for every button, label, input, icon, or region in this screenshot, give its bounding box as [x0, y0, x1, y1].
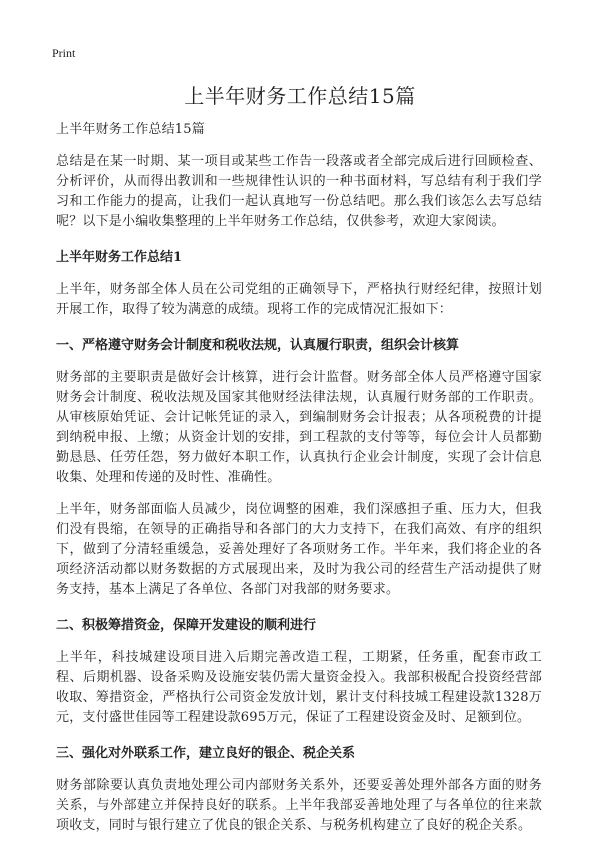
paragraph-1b: 上半年，财务部面临人员减少，岗位调整的困难，我们深感担子重、压力大，但我们没有畏缩，在领导的正确指导和各部门的大力支持下，在我们高效、有序的组织下，做到了分清轻重缓急，妥善处理好了各项财务工作。半年来，我们将企业的各项经济活动都以财务数据的方式展现出来，及时为我公司的经营生产活动提供了财务支持，基本上满足了各单位、各部门对我部的财务要求。 — [56, 502, 542, 597]
document-subtitle: 上半年财务工作总结15篇 — [56, 122, 205, 137]
document-body — [56, 120, 542, 848]
page-title: 上半年财务工作总结15篇 — [184, 84, 416, 108]
heading-3: 三、强化对外联系工作，建立良好的银企、税企关系 — [56, 746, 356, 761]
print-link[interactable]: Print — [52, 46, 76, 60]
heading-2: 二、积极筹措资金，保障开发建设的顺利进行 — [56, 618, 317, 633]
paragraph-1a: 财务部的主要职责是做好会计核算，进行会计监督。财务部全体人员严格遵守国家财务会计制度、税收法规及国家其他财经法律法规，认真履行财务部的工作职责。从审核原始凭证、会计记帐凭证的录入，到编制财务会计报表；从各项税费的计提到纳税申报、上缴；从资金计划的安排，到工程款的支付等等，每位会计人员都勤勤恳恳、任劳任怨，努力做好本职工作，认真执行企业会计制度，实现了会计信息收集、处理和传递的及时性、准确性。 — [56, 370, 542, 485]
heading-1: 一、严格遵守财务会计制度和税收法规，认真履行职责，组织会计核算 — [56, 338, 460, 353]
paragraph-3: 财务部除要认真负责地处理公司内部财务关系外，还要妥善处理外部各方面的财务关系，与外部建立并保持良好的联系。上半年我部妥善地处理了与各单位的往来款项收支，同时与银行建立了优良的银企关系、与税务机构建立了良好的税企关系。 — [56, 778, 542, 833]
paragraph-2: 上半年，科技城建设项目进入后期完善改造工程，工期紧，任务重，配套市政工程、后期机器、设备采购及设施安装仍需大量资金投入。我部积极配合投资经营部收取、筹措资金，严格执行公司资金发放计划，累计支付科技城工程建设款1328万元，支付盛世佳园等工程建设款695万元，保证了工程建设资金及时、足额到位。 — [56, 650, 542, 725]
section-heading: 上半年财务工作总结1 — [56, 250, 183, 265]
intro-paragraph: 总结是在某一时期、某一项目或某些工作告一段落或者全部完成后进行回顾检查、分析评价，从而得出教训和一些规律性认识的一种书面材料，写总结有利于我们学习和工作能力的提高，让我们一起认真地写一份总结吧。那么我们该怎么去写总结呢？以下是小编收集整理的上半年财务工作总结，仅供参考，欢迎大家阅读。 — [56, 154, 542, 229]
section-intro-paragraph: 上半年，财务部全体人员在公司党组的正确领导下，严格执行财经纪律，按照计划开展工作，取得了较为满意的成绩。现将工作的完成情况汇报如下： — [56, 282, 542, 317]
